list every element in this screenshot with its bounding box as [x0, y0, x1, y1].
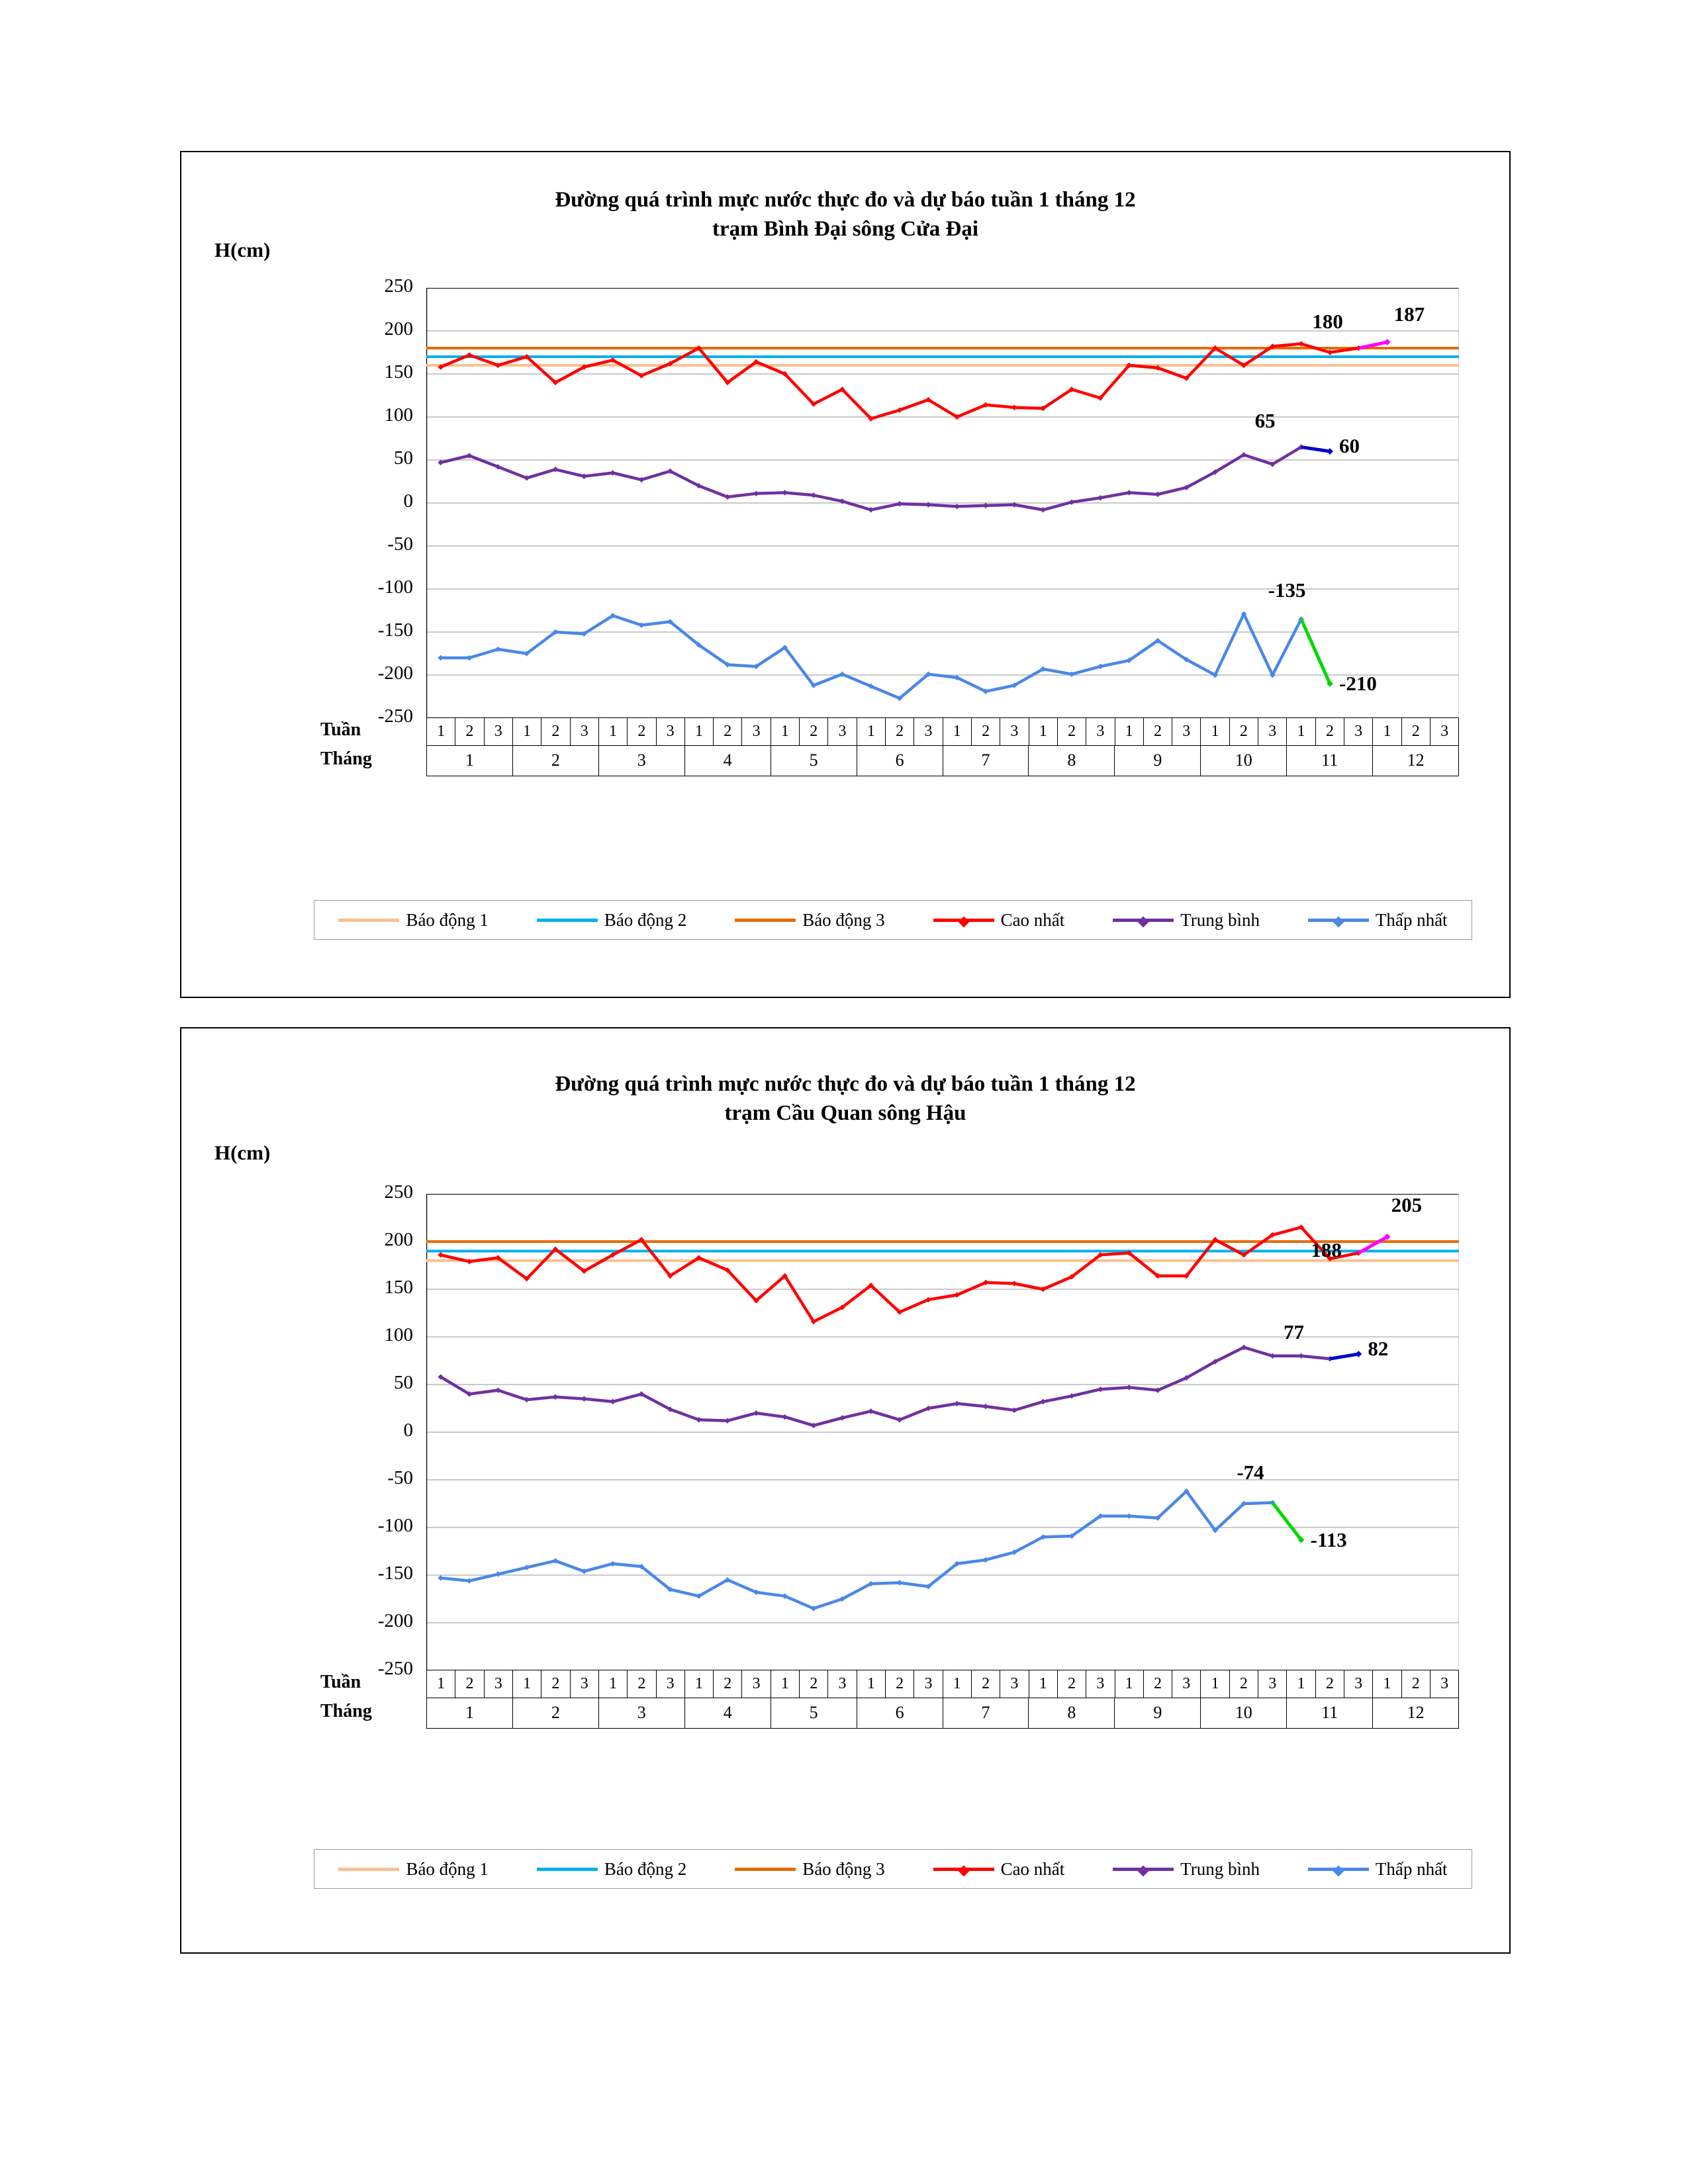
week-cell: 2: [885, 718, 914, 745]
month-cell: 7: [943, 746, 1029, 776]
week-cell: 2: [799, 718, 827, 745]
week-cell: 3: [1172, 1670, 1200, 1698]
series-marker: [954, 504, 959, 509]
month-cell: 8: [1028, 746, 1114, 776]
legend-label: Trung bình: [1180, 909, 1260, 930]
forecast-line: [1301, 447, 1330, 452]
week-cell: 1: [943, 1670, 971, 1698]
legend-item: [1308, 910, 1448, 931]
legend-item: [933, 910, 1065, 931]
value-annotation: 60: [1339, 434, 1360, 457]
week-cell: 1: [598, 1670, 627, 1698]
week-cell: 3: [1172, 718, 1200, 745]
week-cell: 3: [1430, 718, 1458, 745]
month-cell: 3: [598, 1698, 684, 1728]
y-tick-label: -200: [377, 1610, 413, 1631]
month-cell: 9: [1114, 746, 1200, 776]
month-cell: 7: [943, 1698, 1029, 1728]
y-tick-label: 250: [384, 1181, 413, 1203]
week-cell: 3: [484, 1670, 512, 1698]
week-cell: 3: [570, 1670, 598, 1698]
legend-label: Thấp nhất: [1375, 1858, 1448, 1879]
series-line: [441, 1347, 1330, 1426]
week-cell: 1: [1372, 718, 1401, 745]
week-row: [426, 1670, 1459, 1698]
week-cell: 2: [541, 718, 569, 745]
month-axis-label: Tháng: [320, 1701, 372, 1721]
week-cell: 2: [1315, 1670, 1344, 1698]
legend-swatch-icon: [1308, 1868, 1369, 1871]
chart-cau-quan: [180, 1027, 1511, 1954]
week-cell: 3: [914, 1670, 942, 1698]
forecast-line: [1272, 1503, 1301, 1540]
legend: [314, 900, 1472, 940]
y-tick-label: 50: [394, 1372, 413, 1393]
legend-item: [338, 1859, 489, 1880]
y-axis-label: H(cm): [214, 238, 271, 261]
legend-label: Báo động 3: [802, 909, 885, 930]
y-tick-label: -150: [377, 1563, 413, 1584]
series-marker: [1011, 404, 1017, 410]
week-cell: 1: [1115, 718, 1143, 745]
month-cell: 10: [1200, 746, 1286, 776]
forecast-line: [1301, 619, 1330, 684]
legend-label: Cao nhất: [1000, 909, 1065, 930]
legend-item: [933, 1859, 1065, 1880]
legend-swatch-icon: [537, 1868, 598, 1871]
legend-item: [537, 910, 687, 931]
value-annotation: 65: [1254, 408, 1276, 432]
series-marker: [753, 490, 759, 496]
y-tick-label: -100: [377, 1515, 413, 1536]
week-cell: 1: [771, 718, 799, 745]
month-axis-label: Tháng: [320, 749, 372, 769]
series-marker: [1298, 1353, 1303, 1359]
week-cell: 1: [1286, 718, 1315, 745]
week-cell: 3: [1430, 1670, 1458, 1698]
week-cell: 3: [1000, 1670, 1028, 1698]
week-cell: 2: [1057, 718, 1086, 745]
legend-swatch-icon: [933, 1868, 994, 1871]
forecast-line: [1330, 1354, 1358, 1359]
month-cell: 4: [684, 1698, 771, 1728]
week-cell: 2: [799, 1670, 827, 1698]
month-cell: 1: [426, 746, 512, 776]
week-cell: 2: [713, 718, 741, 745]
week-cell: 2: [971, 718, 1000, 745]
y-tick-label: -250: [377, 1658, 413, 1679]
legend-swatch-icon: [1113, 919, 1174, 922]
value-annotation: -74: [1237, 1460, 1264, 1484]
week-cell: 2: [627, 1670, 655, 1698]
week-cell: 2: [1315, 718, 1344, 745]
plot-area: [426, 1194, 1459, 1670]
value-annotation: 187: [1393, 302, 1425, 326]
legend-label: Thấp nhất: [1375, 909, 1448, 930]
week-cell: 1: [857, 1670, 885, 1698]
series-marker: [954, 1401, 959, 1406]
week-cell: 3: [1258, 1670, 1286, 1698]
series-marker: [983, 503, 988, 508]
month-cell: 3: [598, 746, 684, 776]
y-tick-label: 0: [403, 1420, 413, 1441]
legend-label: Báo động 2: [604, 909, 687, 930]
y-tick-label: -50: [387, 1467, 413, 1488]
week-cell: 3: [1086, 1670, 1114, 1698]
month-cell: 10: [1200, 1698, 1286, 1728]
month-cell: 5: [771, 1698, 857, 1728]
week-cell: 3: [1086, 718, 1114, 745]
series-marker: [782, 490, 787, 495]
month-cell: 1: [426, 1698, 512, 1728]
week-cell: 1: [512, 1670, 541, 1698]
value-annotation: -113: [1310, 1527, 1347, 1551]
y-tick-label: -150: [377, 619, 413, 641]
week-cell: 1: [684, 1670, 713, 1698]
series-line: [441, 1491, 1273, 1608]
week-axis-label: Tuần: [320, 719, 361, 740]
forecast-marker: [1384, 339, 1391, 345]
series-marker: [897, 1580, 902, 1585]
month-cell: 2: [512, 1698, 598, 1728]
series-line: [441, 447, 1301, 510]
chart-title-line2: trạm Bình Đại sông Cửa Đại: [712, 217, 979, 241]
legend-swatch-icon: [338, 1868, 399, 1871]
y-tick-label: 100: [384, 1324, 413, 1345]
week-cell: 1: [1029, 1670, 1057, 1698]
week-cell: 2: [1143, 718, 1172, 745]
week-cell: 3: [1000, 718, 1028, 745]
week-cell: 3: [741, 1670, 770, 1698]
y-tick-label: -200: [377, 662, 413, 684]
week-cell: 1: [1286, 1670, 1315, 1698]
series-marker: [438, 655, 443, 660]
value-annotation: 82: [1368, 1336, 1389, 1360]
week-cell: 1: [1200, 718, 1229, 745]
value-annotation: 188: [1311, 1238, 1342, 1262]
series-marker: [1126, 1513, 1131, 1518]
series-marker: [438, 1575, 443, 1580]
week-cell: 2: [713, 1670, 741, 1698]
week-cell: 1: [426, 1670, 455, 1698]
legend-label: Cao nhất: [1000, 1858, 1065, 1879]
legend-swatch-icon: [735, 1868, 796, 1871]
legend-swatch-icon: [537, 919, 598, 922]
week-cell: 1: [1029, 718, 1057, 745]
week-cell: 1: [512, 718, 541, 745]
week-cell: 2: [885, 1670, 914, 1698]
legend-label: Báo động 1: [406, 1858, 489, 1879]
legend-swatch-icon: [338, 919, 399, 922]
week-cell: 1: [857, 718, 885, 745]
y-tick-label: 50: [394, 447, 413, 469]
week-cell: 3: [827, 718, 856, 745]
week-cell: 3: [1344, 718, 1372, 745]
week-cell: 3: [827, 1670, 856, 1698]
week-cell: 3: [656, 718, 684, 745]
month-cell: 11: [1286, 746, 1372, 776]
week-cell: 3: [914, 718, 942, 745]
chart-title-line1: Đường quá trình mực nước thực đo và dự báo tuần 1 tháng 12: [555, 1072, 1136, 1096]
week-cell: 1: [598, 718, 627, 745]
y-tick-label: 250: [384, 275, 413, 296]
series-marker: [581, 1396, 586, 1401]
legend: [314, 1849, 1472, 1889]
plot-svg: [426, 288, 1459, 718]
week-cell: 2: [1401, 1670, 1430, 1698]
week-cell: 2: [1229, 718, 1258, 745]
legend-label: Trung bình: [1180, 1858, 1260, 1879]
series-marker: [1011, 1281, 1017, 1286]
chart-title: [181, 185, 1509, 244]
forecast-marker: [1327, 448, 1333, 455]
week-axis-label: Tuần: [320, 1672, 361, 1692]
week-row: [426, 718, 1459, 746]
week-cell: 1: [943, 718, 971, 745]
legend-item: [1308, 1859, 1448, 1880]
month-cell: 9: [1114, 1698, 1200, 1728]
y-tick-label: 0: [403, 490, 413, 512]
y-tick-label: 200: [384, 1229, 413, 1250]
legend-item: [1113, 910, 1260, 931]
plot-svg: [426, 1194, 1459, 1670]
legend-swatch-icon: [1113, 1868, 1174, 1871]
legend-label: Báo động 3: [802, 1858, 885, 1879]
week-cell: 3: [570, 718, 598, 745]
value-annotation: -210: [1339, 672, 1377, 695]
week-cell: 2: [1057, 1670, 1086, 1698]
plot-area: [426, 288, 1459, 718]
month-row: [426, 1698, 1459, 1729]
week-cell: 2: [1143, 1670, 1172, 1698]
y-tick-label: 150: [384, 1277, 413, 1298]
week-cell: 1: [684, 718, 713, 745]
week-cell: 2: [541, 1670, 569, 1698]
month-cell: 6: [857, 746, 943, 776]
week-cell: 1: [1200, 1670, 1229, 1698]
series-marker: [811, 492, 816, 498]
chart-binh-dai: [180, 151, 1511, 998]
week-cell: 3: [656, 1670, 684, 1698]
series-marker: [1126, 1385, 1131, 1390]
legend-item: [1113, 1859, 1260, 1880]
month-cell: 5: [771, 746, 857, 776]
value-annotation: 205: [1391, 1193, 1423, 1216]
value-annotation: -135: [1268, 578, 1306, 602]
week-cell: 2: [1401, 718, 1430, 745]
value-annotation: 180: [1312, 310, 1343, 333]
week-cell: 1: [426, 718, 455, 745]
legend-label: Báo động 2: [604, 1858, 687, 1879]
y-tick-label: 100: [384, 404, 413, 426]
legend-label: Báo động 1: [406, 909, 489, 930]
value-annotation: 77: [1284, 1320, 1304, 1344]
week-cell: 3: [484, 718, 512, 745]
y-tick-label: 200: [384, 318, 413, 340]
month-cell: 4: [684, 746, 771, 776]
y-tick-label: -50: [387, 533, 413, 555]
series-marker: [553, 1394, 558, 1399]
week-cell: 3: [1258, 718, 1286, 745]
legend-item: [537, 1859, 687, 1880]
y-axis-label: H(cm): [214, 1141, 271, 1164]
y-tick-label: 150: [384, 361, 413, 383]
month-cell: 8: [1028, 1698, 1114, 1728]
week-cell: 1: [1115, 1670, 1143, 1698]
legend-item: [735, 1859, 885, 1880]
week-cell: 1: [1372, 1670, 1401, 1698]
week-cell: 2: [1229, 1670, 1258, 1698]
month-cell: 12: [1372, 746, 1458, 776]
week-cell: 2: [971, 1670, 1000, 1698]
week-cell: 2: [455, 718, 483, 745]
week-cell: 1: [771, 1670, 799, 1698]
chart-title: [181, 1069, 1509, 1128]
week-cell: 3: [741, 718, 770, 745]
month-row: [426, 746, 1459, 776]
series-marker: [1098, 495, 1103, 500]
forecast-marker: [1355, 1351, 1362, 1357]
month-cell: 12: [1372, 1698, 1458, 1728]
month-cell: 2: [512, 746, 598, 776]
y-tick-label: -250: [377, 705, 413, 727]
week-cell: 2: [455, 1670, 483, 1698]
legend-item: [735, 910, 885, 931]
chart-title-line1: Đường quá trình mực nước thực đo và dự báo tuần 1 tháng 12: [555, 188, 1136, 212]
week-cell: 3: [1344, 1670, 1372, 1698]
week-cell: 2: [627, 718, 655, 745]
series-marker: [983, 1404, 988, 1409]
legend-swatch-icon: [735, 919, 796, 922]
month-cell: 6: [857, 1698, 943, 1728]
y-tick-label: -100: [377, 576, 413, 598]
legend-swatch-icon: [933, 919, 994, 922]
series-marker: [897, 501, 902, 506]
series-marker: [1126, 490, 1131, 495]
chart-title-line2: trạm Cầu Quan sông Hậu: [724, 1101, 966, 1125]
month-cell: 11: [1286, 1698, 1372, 1728]
legend-swatch-icon: [1308, 919, 1369, 922]
legend-item: [338, 910, 489, 931]
